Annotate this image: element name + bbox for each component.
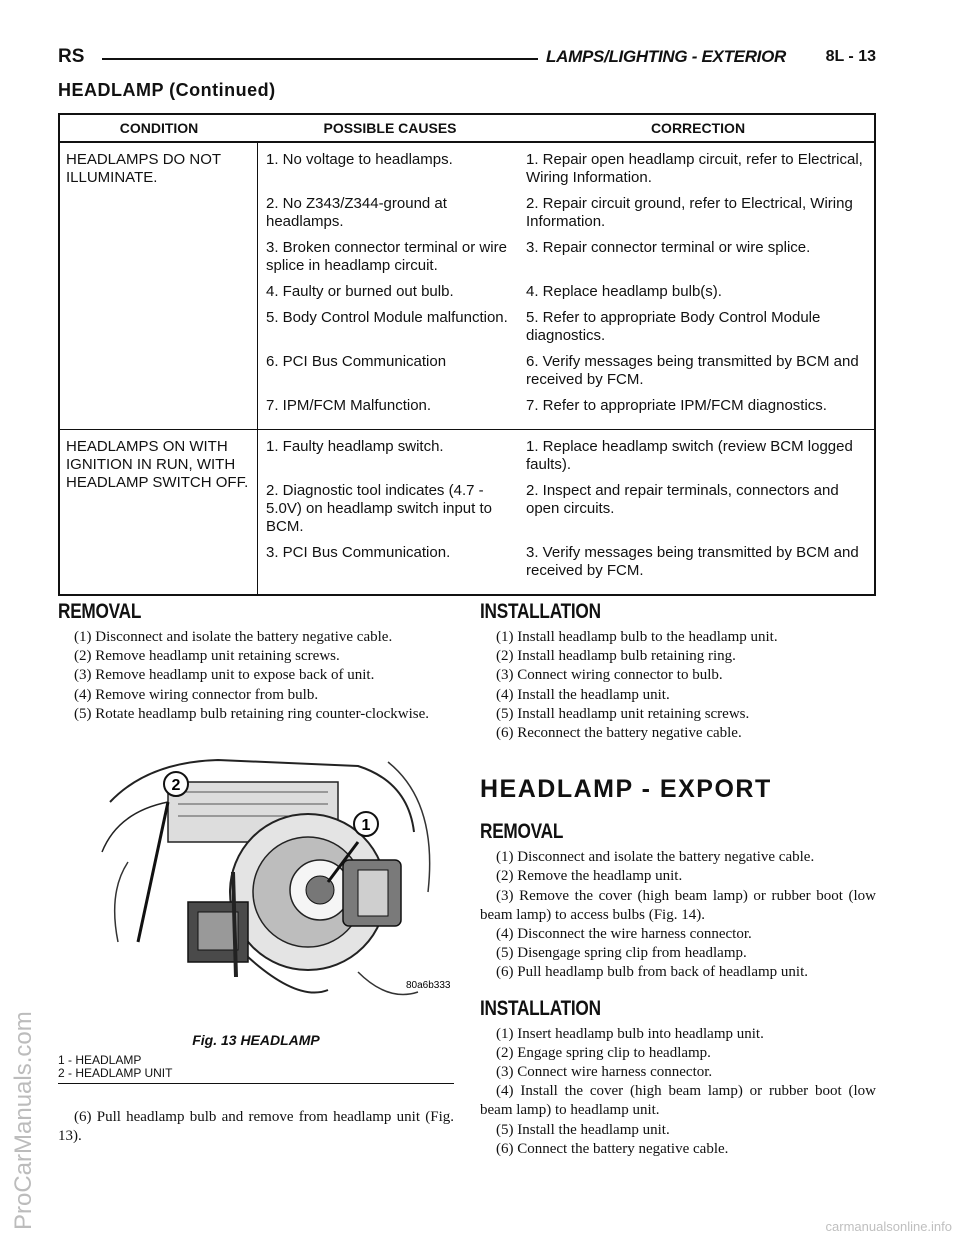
export-heading: HEADLAMP - EXPORT bbox=[480, 775, 772, 804]
condition-cell: HEADLAMPS DO NOT ILLUMINATE. bbox=[60, 143, 258, 429]
installation-step: (6) Reconnect the battery negative cable. bbox=[496, 725, 742, 742]
legend-item: 1 - HEADLAMP bbox=[58, 1053, 142, 1068]
cause-cell: 2. Diagnostic tool indicates (4.7 - 5.0V) on headlamp switch input to BCM. bbox=[266, 482, 492, 535]
table-row bbox=[258, 353, 874, 389]
table-body bbox=[60, 143, 874, 594]
table-row bbox=[258, 239, 874, 275]
correction-cell: 7. Refer to appropriate IPM/FCM diagnostics. bbox=[526, 397, 827, 414]
installation-step: (1) Install headlamp bulb to the headlamp unit. bbox=[496, 629, 778, 645]
table-header bbox=[60, 115, 874, 143]
figure-code: 80a6b333 bbox=[406, 980, 451, 992]
export-installation-step: (3) Connect wire harness connector. bbox=[496, 1064, 713, 1081]
section-title: LAMPS/LIGHTING - EXTERIOR bbox=[546, 47, 786, 66]
table-row bbox=[258, 151, 874, 187]
manual-code: RS bbox=[58, 46, 85, 67]
legend-item: 2 - HEADLAMP UNIT bbox=[58, 1066, 173, 1081]
removal-step: (2) Remove headlamp unit retaining screws. bbox=[74, 648, 340, 665]
diagnosis-table bbox=[58, 113, 876, 596]
cause-cell: 3. PCI Bus Communication. bbox=[266, 544, 451, 561]
cause-cell: 3. Broken connector terminal or wire splice in headlamp circuit. bbox=[266, 239, 507, 274]
cause-cell: 1. No voltage to headlamps. bbox=[266, 151, 453, 168]
correction-cell: 1. Repair open headlamp circuit, refer to Electrical, Wiring Information. bbox=[526, 151, 863, 186]
correction-cell: 4. Replace headlamp bulb(s). bbox=[526, 283, 722, 300]
export-removal-step: (4) Disconnect the wire harness connector. bbox=[496, 926, 752, 943]
condition-group bbox=[60, 143, 874, 429]
header-rule bbox=[102, 58, 538, 60]
table-row bbox=[258, 438, 874, 474]
header-causes: POSSIBLE CAUSES bbox=[323, 120, 457, 136]
export-installation-heading: INSTALLATION bbox=[480, 996, 601, 1020]
condition-group bbox=[60, 429, 874, 594]
export-installation-step: (2) Engage spring clip to headlamp. bbox=[496, 1044, 711, 1061]
table-row bbox=[258, 482, 874, 536]
headlamp-illustration bbox=[58, 742, 454, 1024]
export-removal-step: (6) Pull headlamp bulb from back of headlamp unit. bbox=[496, 964, 809, 981]
export-removal-step: (3) Remove the cover (high beam lamp) or rubber boot (low beam lamp) to access bulbs (Fig. 14). bbox=[480, 887, 876, 923]
header-condition: CONDITION bbox=[119, 120, 199, 136]
export-installation-step: (6) Connect the battery negative cable. bbox=[496, 1140, 729, 1157]
export-removal-heading: REMOVAL bbox=[480, 820, 564, 844]
export-installation-step: (1) Insert headlamp bulb into headlamp unit. bbox=[496, 1025, 764, 1042]
figure-legend bbox=[58, 1054, 454, 1084]
table-row bbox=[258, 397, 874, 415]
installation-step: (3) Connect wiring connector to bulb. bbox=[496, 667, 723, 684]
condition-cell: HEADLAMPS ON WITH IGNITION IN RUN, WITH HEADLAMP SWITCH OFF. bbox=[60, 430, 258, 594]
removal-step: (1) Disconnect and isolate the battery negative cable. bbox=[74, 629, 393, 645]
installation-step: (4) Install the headlamp unit. bbox=[496, 686, 670, 703]
cause-cell: 4. Faulty or burned out bulb. bbox=[266, 283, 454, 300]
continued-heading: HEADLAMP (Continued) bbox=[58, 80, 276, 100]
installation-steps bbox=[480, 628, 876, 743]
export-installation-step: (5) Install the headlamp unit. bbox=[496, 1121, 670, 1138]
watermark: ProCarManuals.com bbox=[10, 1011, 37, 1230]
export-installation-steps bbox=[480, 1025, 876, 1159]
cause-cell: 6. PCI Bus Communication bbox=[266, 353, 447, 370]
installation-step: (2) Install headlamp bulb retaining ring. bbox=[496, 648, 736, 665]
removal-step: (5) Rotate headlamp bulb retaining ring counter-clockwise. bbox=[74, 705, 429, 722]
table-row bbox=[258, 283, 874, 301]
installation-step: (5) Install headlamp unit retaining screws. bbox=[496, 705, 750, 722]
export-removal-steps bbox=[480, 848, 876, 982]
page-header bbox=[58, 44, 878, 74]
cause-cell: 2. No Z343/Z344-ground at headlamps. bbox=[266, 195, 447, 230]
correction-cell: 3. Repair connector terminal or wire splice. bbox=[526, 239, 811, 256]
export-installation-step: (4) Install the cover (high beam lamp) or rubber boot (low beam lamp) to headlamp unit. bbox=[480, 1083, 876, 1119]
footer-watermark: carmanualsonline.info bbox=[825, 1219, 952, 1234]
callout-1: 1 bbox=[361, 817, 371, 835]
removal-steps bbox=[58, 628, 454, 724]
removal-heading: REMOVAL bbox=[58, 600, 142, 623]
cause-cell: 1. Faulty headlamp switch. bbox=[266, 438, 444, 455]
export-removal-step: (2) Remove the headlamp unit. bbox=[496, 868, 683, 885]
removal-step: (4) Remove wiring connector from bulb. bbox=[74, 686, 319, 703]
callout-2: 2 bbox=[171, 777, 181, 795]
correction-cell: 3. Verify messages being transmitted by BCM and received by FCM. bbox=[526, 544, 859, 579]
table-row bbox=[258, 195, 874, 231]
correction-cell: 2. Repair circuit ground, refer to Electrical, Wiring Information. bbox=[526, 195, 853, 230]
correction-cell: 5. Refer to appropriate Body Control Module diagnostics. bbox=[526, 309, 821, 344]
header-correction: CORRECTION bbox=[650, 120, 746, 136]
removal-step-6: (6) Pull headlamp bulb and remove from headlamp unit (Fig. 13). bbox=[58, 1109, 454, 1145]
correction-cell: 1. Replace headlamp switch (review BCM logged faults). bbox=[526, 438, 853, 473]
export-removal-step: (5) Disengage spring clip from headlamp. bbox=[496, 945, 747, 962]
removal-step: (3) Remove headlamp unit to expose back of unit. bbox=[74, 667, 375, 684]
correction-cell: 6. Verify messages being transmitted by BCM and received by FCM. bbox=[526, 353, 859, 388]
export-removal-step: (1) Disconnect and isolate the battery negative cable. bbox=[496, 849, 815, 866]
right-column bbox=[480, 600, 876, 1159]
table-row bbox=[258, 309, 874, 345]
table-row bbox=[258, 544, 874, 580]
headlamp-figure bbox=[58, 742, 454, 1081]
figure-caption: Fig. 13 HEADLAMP bbox=[192, 1032, 320, 1049]
installation-heading: INSTALLATION bbox=[480, 600, 601, 623]
correction-cell: 2. Inspect and repair terminals, connectors and open circuits. bbox=[526, 482, 839, 517]
cause-cell: 5. Body Control Module malfunction. bbox=[266, 309, 508, 326]
page-number: 8L - 13 bbox=[825, 48, 876, 65]
left-column bbox=[58, 600, 454, 1146]
cause-cell: 7. IPM/FCM Malfunction. bbox=[266, 397, 432, 414]
